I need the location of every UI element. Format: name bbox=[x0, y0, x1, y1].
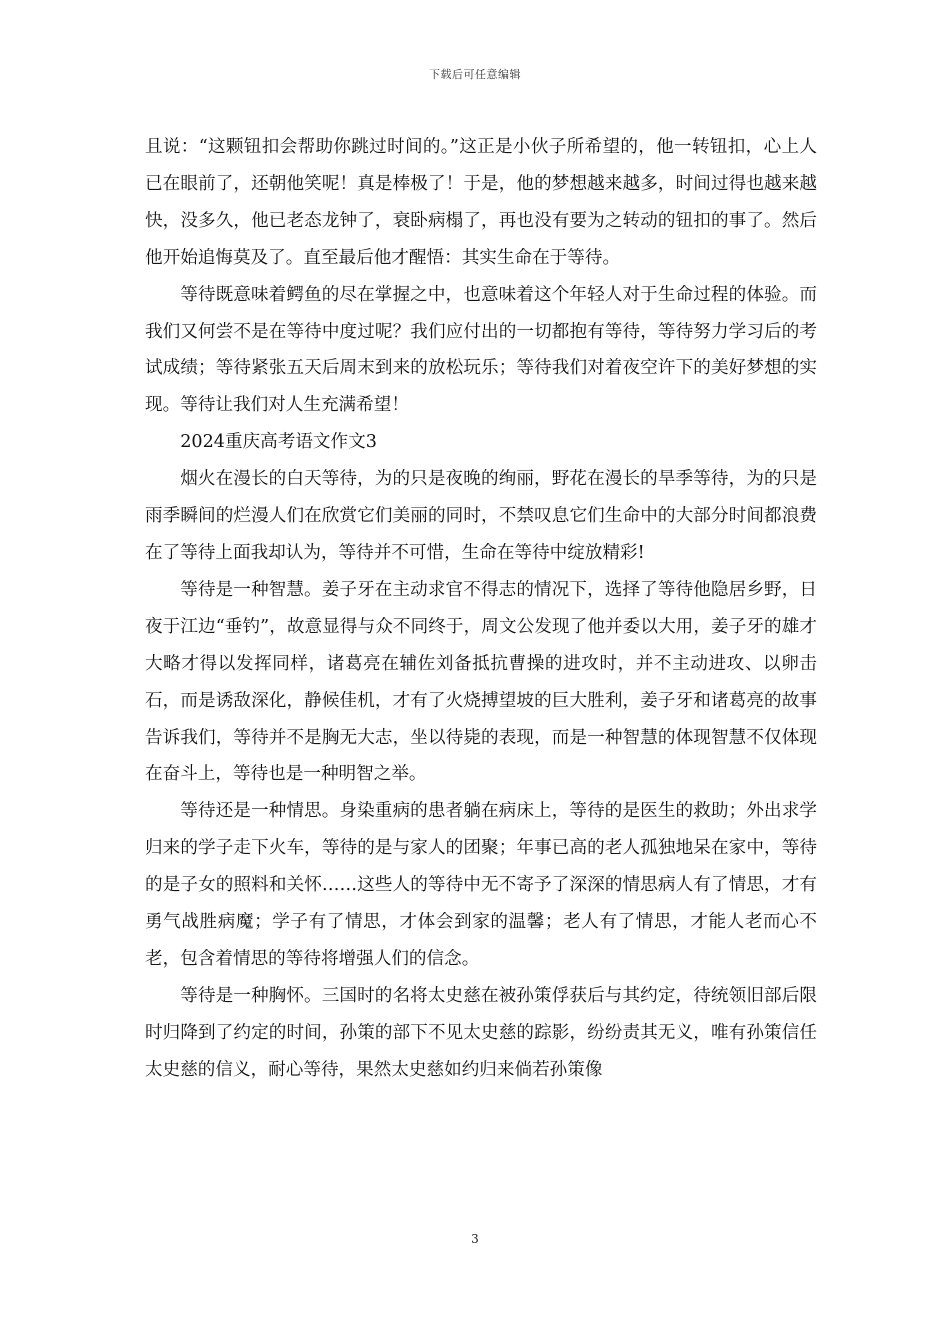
page-number: 3 bbox=[471, 1232, 479, 1246]
paragraph: 等待是一种胸怀。三国时的名将太史慈在被孙策俘获后与其约定，待统领旧部后限时归降到了约定的时间，孙策的部下不见太史慈的踪影，纷纷责其无义，唯有孙策信任太史慈的信义，耐心等待，果然太史慈如约归来倘若孙策像 bbox=[145, 985, 817, 1080]
paragraph: 等待既意味着鳄鱼的尽在掌握之中，也意味着这个年轻人对于生命过程的体验。而我们又何尝不是在等待中度过呢？我们应付出的一切都抱有等待，等待努力学习后的考试成绩；等待紧张五天后周末到来的放松玩乐；等待我们对着夜空许下的美好梦想的实现。等待让我们对人生充满希望！ bbox=[145, 284, 817, 416]
page-header: 下载后可任意编辑 bbox=[429, 68, 521, 81]
section-heading: 2024重庆高考语文作文3 bbox=[180, 432, 377, 453]
paragraph: 烟火在漫长的白天等待，为的只是夜晚的绚丽，野花在漫长的旱季等待，为的只是雨季瞬间的烂漫人们在欣赏它们美丽的同时，不禁叹息它们生命中的大部分时间都浪费在了等待上面我却认为，等待并不可惜，生命在等待中绽放精彩! bbox=[145, 469, 817, 563]
body-text bbox=[145, 129, 817, 1089]
paragraph: 等待还是一种情思。身染重病的患者躺在病床上，等待的是医生的救助；外出求学归来的学子走下火车，等待的是与家人的团聚；年事已高的老人孤独地呆在家中，等待的是子女的照料和关怀……这些人的等待中无不寄予了深深的情思病人有了情思，才有勇气战胜病魔；学子有了情思，才体会到家的温馨；老人有了情思，才能人老而心不老，包含着情思的等待将增强人们的信念。 bbox=[145, 801, 817, 969]
paragraph: 且说：“这颗钮扣会帮助你跳过时间的。”这正是小伙子所希望的，他一转钮扣，心上人已在眼前了，还朝他笑呢！真是棒极了！于是，他的梦想越来越多，时间过得也越来越快，没多久，他已老态龙钟了，衰卧病榻了，再也没有要为之转动的钮扣的事了。然后他开始追悔莫及了。直至最后他才醒悟：其实生命在于等待。 bbox=[145, 137, 817, 268]
paragraph: 等待是一种智慧。姜子牙在主动求官不得志的情况下，选择了等待他隐居乡野，日夜于江边“垂钓”，故意显得与众不同终于，周文公发现了他并委以大用，姜子牙的雄才大略才得以发挥同样，诸葛亮在辅佐刘备抵抗曹操的进攻时，并不主动进攻、以卵击石，而是诱敌深化，静候佳机，才有了火烧搏望坡的巨大胜利，姜子牙和诸葛亮的故事告诉我们，等待并不是胸无大志，坐以待毙的表现，而是一种智慧的体现智慧不仅体现在奋斗上，等待也是一种明智之举。 bbox=[145, 579, 817, 785]
